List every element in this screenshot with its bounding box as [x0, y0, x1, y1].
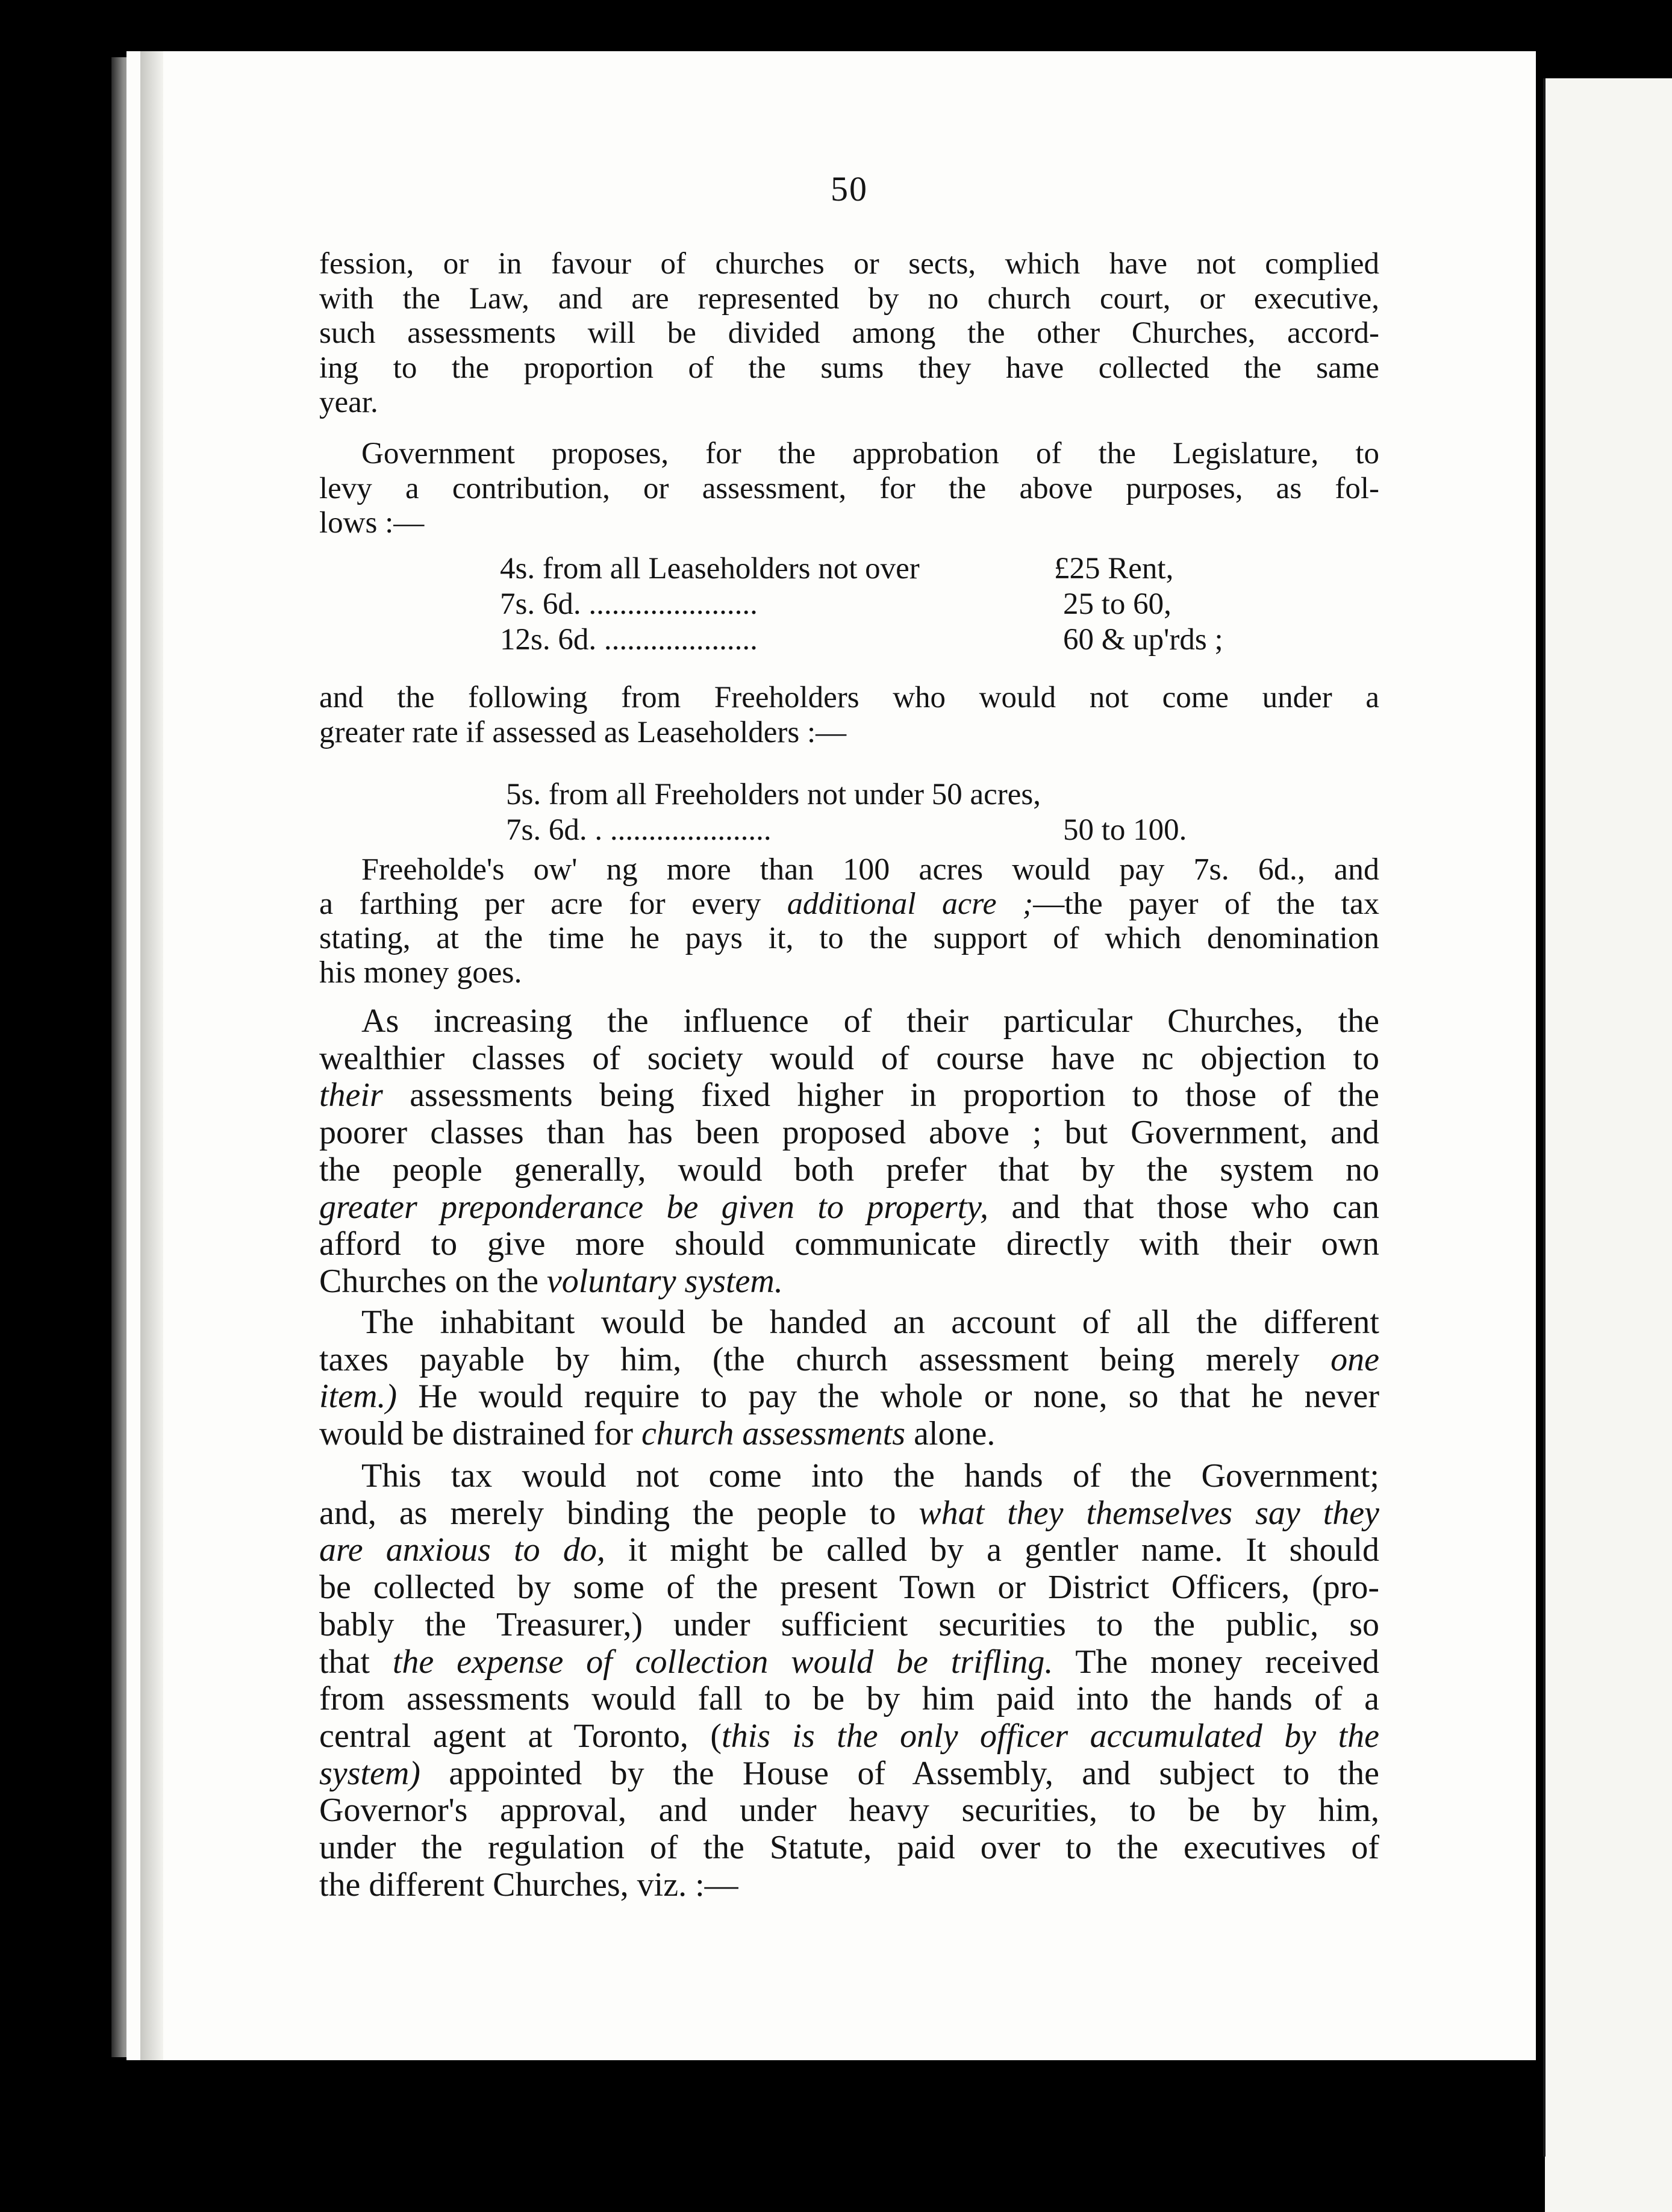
text-line — [319, 1263, 1379, 1301]
text-line: his money goes. — [319, 955, 522, 990]
italic-text: greater preponderance be given to property, — [319, 1188, 988, 1226]
text-span: Churches on the — [319, 1262, 538, 1300]
table-row — [500, 551, 1313, 587]
text-line — [319, 1077, 1379, 1114]
text-line: stating, at the time he pays it, to the support of which denomination — [319, 921, 1379, 955]
range-cell: £25 Rent, — [1054, 552, 1174, 586]
italic-text: item.) — [319, 1378, 398, 1416]
table-row — [500, 622, 1313, 658]
text-line: This tax would not come into the hands of the Government; — [361, 1457, 1379, 1495]
text-line: under the regulation of the Statute, paid over to the executives of — [319, 1829, 1379, 1867]
text-line — [319, 1755, 1379, 1793]
text-line — [319, 1495, 1379, 1532]
paragraph-government-proposes — [319, 437, 1379, 541]
italic-text: church assessments — [641, 1415, 906, 1453]
facing-page-border — [1543, 78, 1546, 2157]
text-span: The money received — [1075, 1643, 1380, 1681]
table-row — [506, 777, 1319, 813]
text-span: alone. — [914, 1415, 996, 1453]
text-span: it might be called by a gentler name. It should — [628, 1531, 1380, 1569]
text-line: bably the Treasurer,) under sufficient securities to the public, so — [319, 1605, 1379, 1643]
italic-text: what they themselves say they — [919, 1494, 1380, 1532]
text-line: Freeholde's ow' ng more than 100 acres would pay 7s. 6d., and — [361, 852, 1379, 887]
text-line — [319, 887, 1379, 921]
text-line: ing to the proportion of the sums they have collected the same — [319, 351, 1379, 385]
paragraph-tax-collection — [319, 1458, 1379, 1904]
text-line: with the Law, and are represented by no church court, or executive, — [319, 281, 1379, 316]
paragraph-inhabitant — [319, 1304, 1379, 1453]
paragraph-freeholders-owning — [319, 852, 1379, 990]
paragraph-continuation — [319, 247, 1379, 420]
text-line: the people generally, would both prefer that by the system no — [319, 1151, 1379, 1189]
rate-cell: 12s. 6d. .................... — [500, 623, 758, 657]
text-line: Government proposes, for the approbation of the Legislature, to — [361, 437, 1379, 470]
text-line: poorer classes than has been proposed above ; but Government, and — [319, 1114, 1379, 1152]
text-span: taxes payable by him, (the church assessment being merely — [319, 1340, 1300, 1378]
text-line — [319, 1532, 1379, 1569]
range-cell: 60 & up'rds ; — [1063, 623, 1223, 657]
italic-text: are anxious to do, — [319, 1531, 605, 1569]
italic-text: additional acre ; — [787, 887, 1034, 921]
range-cell: 25 to 60, — [1063, 587, 1171, 621]
text-span: a farthing per acre for every — [319, 887, 761, 921]
range-cell: 50 to 100. — [1063, 813, 1187, 847]
text-line — [319, 1416, 1379, 1453]
text-line — [319, 1644, 1379, 1681]
text-line — [319, 1378, 1379, 1416]
text-line: Governor's approval, and under heavy securities, to be by him, — [319, 1792, 1379, 1829]
page-gutter-edge — [140, 51, 163, 2060]
facing-page-edge — [1545, 78, 1672, 2212]
freehold-rate-table — [506, 777, 1319, 848]
italic-text: one — [1330, 1340, 1380, 1378]
text-line: greater rate if assessed as Leaseholders :— — [319, 715, 847, 749]
text-line: such assessments will be divided among the other Churches, accord- — [319, 316, 1379, 350]
rate-cell: 5s. from all Freeholders not under 50 acres, — [506, 778, 1041, 811]
italic-text: the expense of collection would be trifling. — [392, 1643, 1053, 1681]
text-line: fession, or in favour of churches or sects, which have not complied — [319, 247, 1379, 281]
text-span: and that those who can — [1011, 1188, 1380, 1226]
text-line: the different Churches, viz. :— — [319, 1866, 738, 1904]
text-span: —the payer of the tax — [1033, 887, 1380, 921]
leasehold-rate-table — [500, 551, 1313, 658]
text-line: from assessments would fall to be by him paid into the hands of a — [319, 1680, 1379, 1718]
paragraph-increasing-influence — [319, 1003, 1379, 1301]
text-line: The inhabitant would be handed an account of all the different — [361, 1304, 1379, 1341]
italic-text: their — [319, 1076, 383, 1114]
rate-cell: 4s. from all Leaseholders not over — [500, 552, 920, 586]
text-span: He would require to pay the whole or none, so that he never — [418, 1378, 1380, 1416]
italic-text: voluntary system. — [546, 1262, 783, 1300]
rate-cell: 7s. 6d. . ..................... — [506, 813, 772, 847]
table-row — [506, 813, 1319, 848]
text-span: assessments being fixed higher in proportion to those of the — [410, 1076, 1380, 1114]
text-line: and the following from Freeholders who would not come under a — [319, 681, 1379, 714]
text-span: appointed by the House of Assembly, and subject to the — [449, 1754, 1380, 1792]
text-line: As increasing the influence of their particular Churches, the — [361, 1002, 1379, 1040]
italic-text: system) — [319, 1754, 420, 1792]
text-line: wealthier classes of society would of course have nc objection to — [319, 1039, 1379, 1077]
text-line: afford to give more should communicate directly with their own — [319, 1225, 1379, 1263]
rate-cell: 7s. 6d. ...................... — [500, 587, 758, 621]
text-line: levy a contribution, or assessment, for the above purposes, as fol- — [319, 471, 1379, 505]
paragraph-freeholders-intro — [319, 681, 1379, 750]
text-line — [319, 1189, 1379, 1226]
table-row — [500, 587, 1313, 622]
page-number: 50 — [831, 169, 868, 208]
text-span: central agent at Toronto, ( — [319, 1717, 722, 1755]
text-line: lows :— — [319, 506, 425, 540]
text-line: year. — [319, 386, 378, 419]
text-line: be collected by some of the present Town or District Officers, (pro- — [319, 1569, 1379, 1607]
italic-text: this is the only officer accumulated by the — [722, 1717, 1380, 1755]
text-span: would be distrained for — [319, 1415, 633, 1453]
text-span: and, as merely binding the people to — [319, 1494, 896, 1532]
text-line — [319, 1342, 1379, 1379]
text-span: that — [319, 1643, 370, 1681]
text-line — [319, 1718, 1379, 1755]
